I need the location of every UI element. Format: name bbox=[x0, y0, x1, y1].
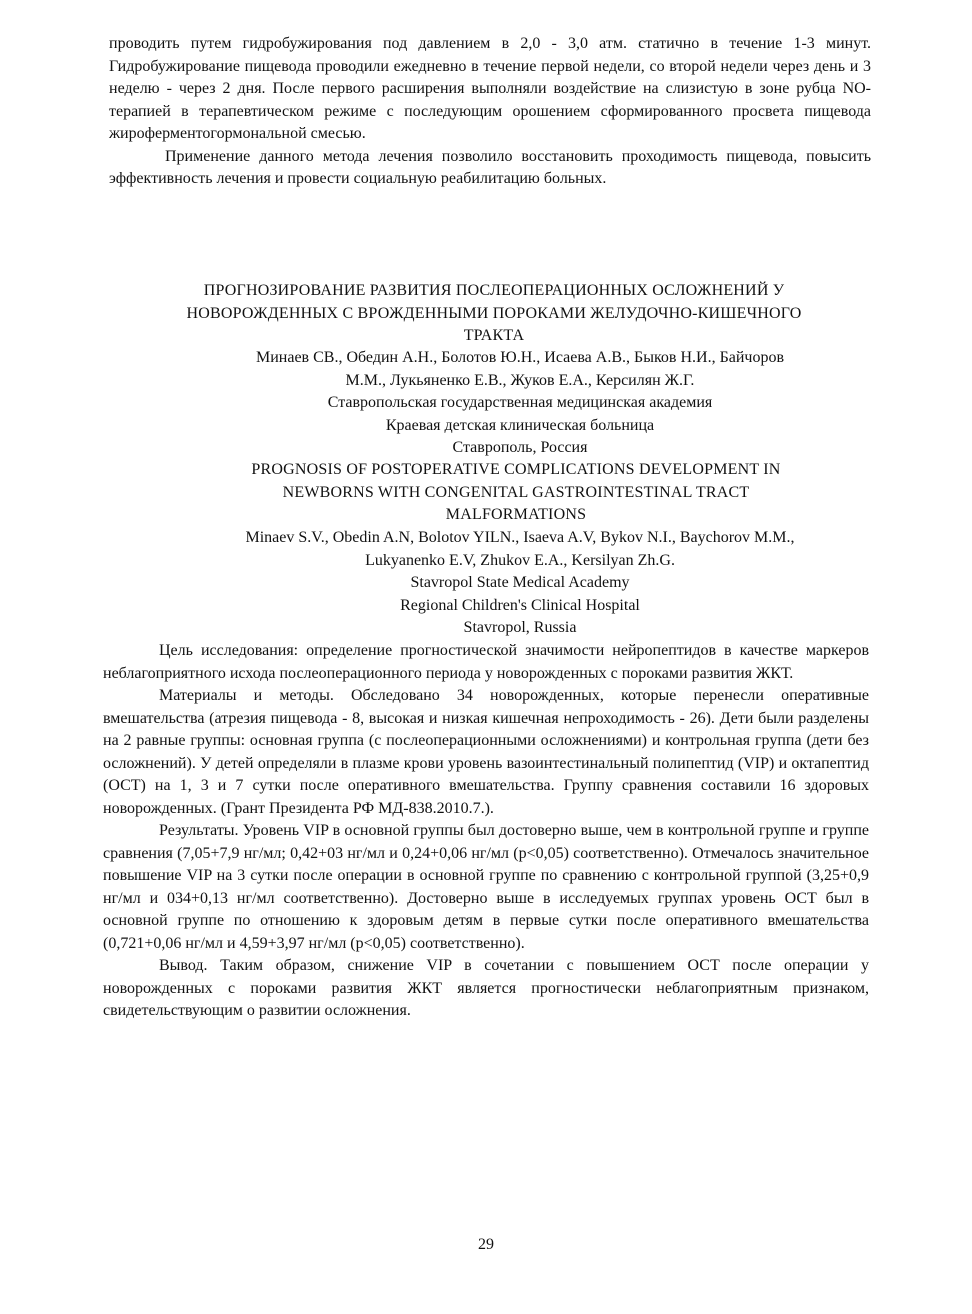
city: Stavropol, Russia bbox=[463, 619, 577, 636]
article-title-en bbox=[160, 459, 872, 527]
authors-block-en bbox=[140, 527, 900, 640]
title-line: НОВОРОЖДЕННЫХ С ВРОЖДЕННЫМИ ПОРОКАМИ ЖЕЛУДОЧНО-КИШЕЧНОГО bbox=[186, 304, 802, 322]
authors-line: Minaev S.V., Obedin A.N, Bolotov YILN., Isaeva A.V, Bykov N.I., Baychorov M.M., bbox=[245, 529, 795, 546]
affiliation: Ставропольская государственная медицинская академия bbox=[327, 394, 713, 411]
authors-line: Lukyanenko E.V, Zhukov E.A., Kersilyan Zh.G. bbox=[365, 551, 675, 569]
authors-line: Минаев СВ., Обедин А.Н., Болотов Ю.Н., Исаева А.В., Быков Н.И., Байчоров bbox=[255, 349, 785, 366]
continuation-text bbox=[109, 33, 871, 191]
title-line: ТРАКТА bbox=[463, 327, 525, 344]
title-line: MALFORMATIONS bbox=[445, 506, 587, 523]
affiliation: Regional Children's Clinical Hospital bbox=[400, 596, 640, 614]
affiliation: Stavropol State Medical Academy bbox=[410, 574, 630, 591]
article-title-ru bbox=[100, 280, 888, 348]
title-line: PROGNOSIS OF POSTOPERATIVE COMPLICATIONS DEVELOPMENT IN bbox=[251, 461, 781, 478]
title-line: ПРОГНОЗИРОВАНИЕ РАЗВИТИЯ ПОСЛЕОПЕРАЦИОННЫХ ОСЛОЖНЕНИЙ У bbox=[203, 282, 785, 299]
abstract-body bbox=[103, 640, 869, 1023]
title-line: NEWBORNS WITH CONGENITAL GASTROINTESTINAL TRACT bbox=[282, 483, 750, 501]
authors-line: М.М., Лукьяненко Е.В., Жуков Е.А., Керсилян Ж.Г. bbox=[345, 371, 695, 389]
page-number: 29 bbox=[478, 1236, 494, 1253]
abstract-methods: Материалы и методы. Обследовано 34 новорожденных, которые перенесли оперативные вмешательства (атрезия пищевода - 8, высокая и низкая кишечная непроходимость - 26). Дети были разделены на 2 равные группы: основная группа (с послеоперационными осложнениями) и контрольная группа (дети без осложнений). У детей определяли в плазме крови уровень вазоинтестинальный полипептид (VIP) и октапептид (ОСТ) на 1, 3 и 7 сутки после оперативного вмешательства. Группу сравнения составили 16 здоровых новорожденных. (Грант Президента РФ МД-838.2010.7.). bbox=[103, 687, 869, 817]
city: Ставрополь, Россия bbox=[452, 439, 588, 456]
continuation-paragraph: проводить путем гидробужирования под давлением в 2,0 - 3,0 атм. статично в течение 1-3 минут. Гидробужирование пищевода проводили ежедневно в течение первой недели, со второй недели через день и 3 неделю - через 2 дня. После первого расширения выполняли воздействие на слизистую в зоне рубца NO-терапией в терапевтическом режиме с последующим орошением сформированного просвета пищевода жироферментогормональной смесью. bbox=[109, 35, 871, 142]
abstract-results: Результаты. Уровень VIP в основной группы был достоверно выше, чем в контрольной группе и группе сравнения (7,05+7,9 нг/мл; 0,42+03 нг/мл и 0,24+0,06 нг/мл (р<0,05) соответственно). Отмечалось значительное повышение VIP на 3 сутки после операции в основной группе по сравнению с контрольной группой (3,25+0,9 нг/мл и 034+0,13 нг/мл соответственно). Достоверно выше в исследуемых группах уровень ОСТ был в основной группе по отношению к здоровым детям в первые сутки после оперативного вмешательства (0,721+0,06 нг/мл и 4,59+3,97 нг/мл (р<0,05) соответственно). bbox=[103, 822, 869, 952]
abstract-conclusion: Вывод. Таким образом, снижение VIP в сочетании с повышением ОСТ после операции у новорожденных с пороками развития ЖКТ является прогностически неблагоприятным признаком, свидетельствующим о развитии осложнения. bbox=[103, 957, 869, 1019]
continuation-paragraph: Применение данного метода лечения позволило восстановить проходимость пищевода, повысить эффективность лечения и провести социальную реабилитацию больных. bbox=[109, 147, 871, 187]
abstract-aim: Цель исследования: определение прогностической значимости нейропептидов в качестве маркеров неблагоприятного исхода послеоперационного периода у новорожденных с пороками развития ЖКТ. bbox=[103, 642, 869, 682]
authors-block-ru bbox=[140, 347, 900, 460]
affiliation: Краевая детская клиническая больница bbox=[385, 416, 655, 434]
